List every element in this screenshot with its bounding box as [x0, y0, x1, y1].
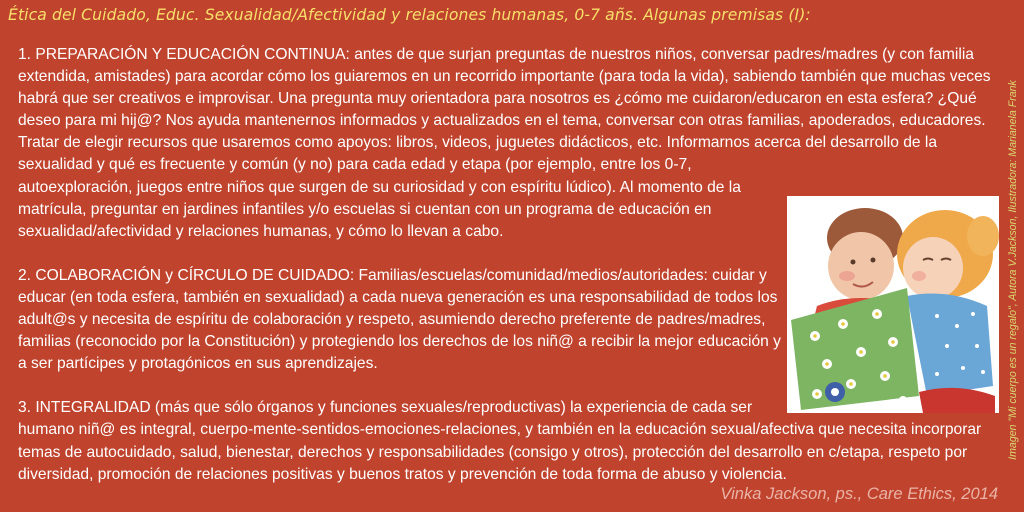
- image-credit: [1004, 50, 1022, 490]
- children-illustration-drawing: [787, 196, 999, 413]
- paragraph-integralidad-part1: 3. INTEGRALIDAD (más que sólo órganos y funciones sexuales/reproductivas) la experiencia de cada ser: [18, 399, 753, 417]
- author-signature: Vinka Jackson, ps., Care Ethics, 2014: [720, 485, 998, 503]
- paragraph-preparacion-part2: autoexploración, juegos entre niños que surgen de su curiosidad y con espíritu lúdico). Al momento de la matrícula, preguntar en jardines infantiles y/o escuelas si cuentan con un programa de educación en sexualidad/afectividad y relaciones humanas, y cómo lo llevan a cabo.: [18, 178, 741, 240]
- paragraph-preparacion-part1: 1. PREPARACIÓN Y EDUCACIÓN CONTINUA: antes de que surjan preguntas de nuestros niños, conversar padres/madres (y con familia extendida, amistades) para acordar cómo los guiaremos en un recorrido importante (para toda la vida), sabiendo también que muchas veces habrá que ser creativos e improvisar. Una pregunta muy orientadora para nosotros es ¿cómo me cuidaron/educaron en esta esfera? ¿Qué deseo para mi hij@? Nos ayuda mantenernos informados y actualizados en el tema, conversar con otras familias, apoderados, educadores. Tratar de elegir recursos que usaremos como apoyos: libros, videos, juguetes didácticos, etc. Informarnos acerca del desarrollo de la sexualidad y qué es frecuente y común (y no) para cada edad y etapa (por ejemplo, entre los 0-7,: [18, 46, 991, 174]
- paragraph-integralidad-part2: humano niñ@ es integral, cuerpo-mente-sentidos-emociones-relaciones, y también en la educación sexual/afectiva que necesita incorporar temas de autocuidado, salud, bienestar, derechos y responsabilidades (consigo y otros), protección del desarrollo en c/etapa, respeto por diversidad, promoción de relaciones positivas y buenos tratos y prevención de toda forma de abuso y violencia.: [18, 421, 982, 483]
- children-illustration: [787, 196, 999, 413]
- image-credit-text: Imagen "Mi cuerpo es un regalo", Autora V.Jackson, Ilustradora: Marianela Frank: [1007, 80, 1019, 460]
- page-title: Ética del Cuidado, Educ. Sexualidad/Afectividad y relaciones humanas, 0-7 añs. Algunas premisas (I):: [8, 6, 811, 24]
- paragraph-colaboracion-text: 2. COLABORACIÓN y CÍRCULO DE CUIDADO: Familias/escuelas/comunidad/medios/autoridades: cuidar y educar (en toda esfera, también en sexualidad) a cada nueva generación es una responsabilidad de todos los adult@s y necesita de espíritu de colaboración y respeto, asumiendo derecho preferente de padres/madres, familias (reconocido por la Constitución) y protegiendo los derechos de los niñ@ a recibir la mejor educación y a ser partícipes y protagónicos en sus aprendizajes.: [18, 266, 781, 373]
